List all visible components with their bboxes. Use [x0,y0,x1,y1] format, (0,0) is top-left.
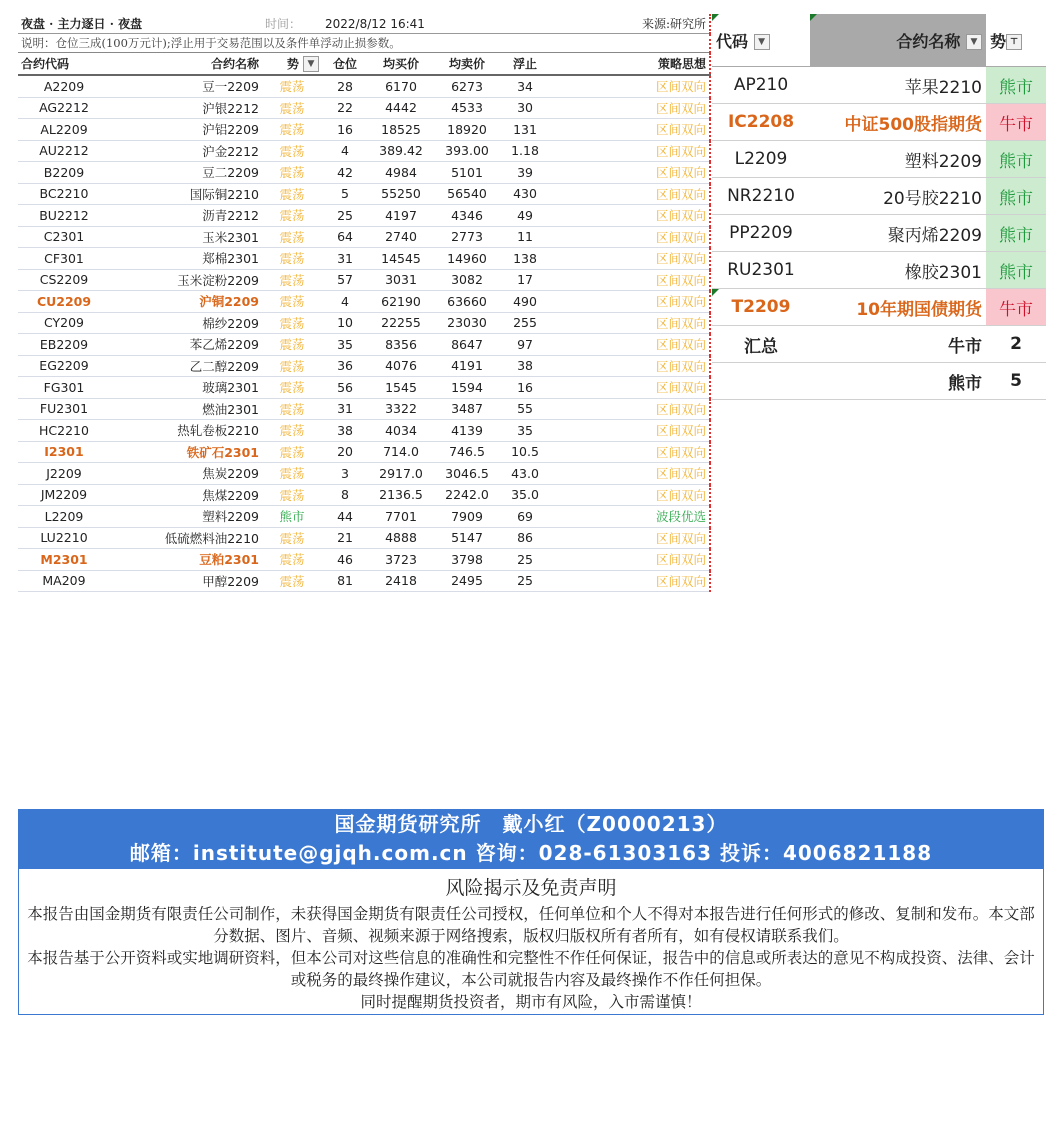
disclaimer-paragraph-3: 同时提醒期货投资者，期市有风险，入市需谨慎！ [360,993,702,1011]
trend-cell: 震荡 [262,119,322,141]
strategy-cell: 区间双向 [550,269,710,291]
float-stop-cell: 16 [500,377,550,399]
table-row [18,334,710,356]
contract-code: LU2210 [18,527,110,549]
table-row [18,377,710,399]
avg-buy-cell: 14545 [368,248,434,270]
contract-code: B2209 [18,162,110,184]
avg-buy-cell: 714.0 [368,441,434,463]
avg-buy-cell: 389.42 [368,140,434,162]
contract-code: HC2210 [18,420,110,442]
contract-code: CY209 [18,312,110,334]
trend-col-name-label: 合约名称 [896,31,961,51]
avg-buy-cell: 4888 [368,527,434,549]
strategy-cell: 区间双向 [550,398,710,420]
dropdown-arrow-icon[interactable]: ▼ [754,34,770,50]
summary-label: 汇总 [712,326,810,363]
contracts-table [18,14,711,592]
trend-cell: 震荡 [262,291,322,313]
author-line: 国金期货研究所 戴小红（Z0000213） [334,812,728,836]
trend-status-badge: 熊市 [986,178,1046,215]
avg-buy-cell: 6170 [368,75,434,97]
contract-name: 沥青2212 [110,205,262,227]
position-cell: 81 [322,570,368,592]
strategy-cell: 区间双向 [550,420,710,442]
col-code: 合约代码 [18,53,110,76]
float-stop-cell: 430 [500,183,550,205]
position-cell: 20 [322,441,368,463]
trend-summary-panel [712,14,1046,400]
contract-code: EB2209 [18,334,110,356]
float-stop-cell: 39 [500,162,550,184]
position-cell: 16 [322,119,368,141]
col-name: 合约名称 [110,53,262,76]
position-cell: 8 [322,484,368,506]
trend-cell: 震荡 [262,205,322,227]
trend-name-cell: 10年期国债期货 [810,289,986,326]
position-cell: 31 [322,248,368,270]
trend-cell: 震荡 [262,248,322,270]
trend-cell: 震荡 [262,527,322,549]
table-row [18,226,710,248]
trend-row [712,141,1046,178]
contact-banner [18,809,1044,869]
dropdown-arrow-icon[interactable]: ▼ [303,56,319,72]
trend-status-badge: 牛市 [986,104,1046,141]
position-cell: 35 [322,334,368,356]
trend-col-code[interactable] [712,14,810,67]
table-row [18,441,710,463]
time-label: 时间： [262,14,322,34]
strategy-cell: 区间双向 [550,484,710,506]
strategy-cell: 区间双向 [550,140,710,162]
contract-code: AU2212 [18,140,110,162]
avg-buy-cell: 2740 [368,226,434,248]
table-row [18,140,710,162]
trend-cell: 震荡 [262,162,322,184]
avg-buy-cell: 55250 [368,183,434,205]
column-header-row [18,53,710,76]
avg-sell-cell: 6273 [434,75,500,97]
trend-row [712,289,1046,326]
contract-name: 沪银2212 [110,97,262,119]
position-cell: 46 [322,549,368,571]
contract-code: I2301 [18,441,110,463]
float-stop-cell: 25 [500,570,550,592]
avg-buy-cell: 4984 [368,162,434,184]
strategy-cell: 区间双向 [550,463,710,485]
avg-buy-cell: 2917.0 [368,463,434,485]
strategy-cell: 区间双向 [550,162,710,184]
avg-sell-cell: 8647 [434,334,500,356]
position-cell: 31 [322,398,368,420]
contract-code: BC2210 [18,183,110,205]
avg-buy-cell: 1545 [368,377,434,399]
time-value: 2022/8/12 16:41 [322,14,434,34]
table-row [18,484,710,506]
contract-code: C2301 [18,226,110,248]
table-row [18,420,710,442]
avg-sell-cell: 4139 [434,420,500,442]
note-text: 说明：仓位三成(100万元计);浮止用于交易范围以及条件单浮动止损参数。 [18,34,710,53]
main-table-panel [18,14,710,592]
position-cell: 44 [322,506,368,528]
avg-sell-cell: 5147 [434,527,500,549]
table-row [18,75,710,97]
trend-cell: 震荡 [262,441,322,463]
position-cell: 21 [322,527,368,549]
strategy-cell: 区间双向 [550,549,710,571]
avg-sell-cell: 63660 [434,291,500,313]
avg-buy-cell: 2136.5 [368,484,434,506]
contract-name: 玉米2301 [110,226,262,248]
trend-cell: 震荡 [262,420,322,442]
contract-code: FG301 [18,377,110,399]
contract-name: 苯乙烯2209 [110,334,262,356]
contract-code: JM2209 [18,484,110,506]
contract-code: FU2301 [18,398,110,420]
avg-buy-cell: 2418 [368,570,434,592]
contract-code: MA209 [18,570,110,592]
float-stop-cell: 69 [500,506,550,528]
position-cell: 10 [322,312,368,334]
avg-buy-cell: 22255 [368,312,434,334]
float-stop-cell: 38 [500,355,550,377]
position-cell: 56 [322,377,368,399]
trend-row [712,178,1046,215]
avg-sell-cell: 14960 [434,248,500,270]
trend-cell: 震荡 [262,570,322,592]
trend-cell: 震荡 [262,463,322,485]
float-stop-cell: 25 [500,549,550,571]
trend-row [712,252,1046,289]
float-stop-cell: 30 [500,97,550,119]
sort-dropdown-icon[interactable]: ▼ [966,34,982,50]
position-cell: 4 [322,140,368,162]
contract-code: CU2209 [18,291,110,313]
report-title: 夜盘 · 主力逐日 · 夜盘 [18,14,262,34]
trend-status-badge: 熊市 [986,67,1046,104]
disclaimer-paragraph-2: 本报告基于公开资料或实地调研资料，但本公司对这些信息的准确性和完整性不作任何保证，报告中的信息或所表达的意见不构成投资、法律、会计或税务的最终操作建议，本公司就报告内容及最终操作不作任何担保。 [27,949,1035,989]
trend-cell: 震荡 [262,398,322,420]
avg-sell-cell: 1594 [434,377,500,399]
trend-cell: 震荡 [262,140,322,162]
position-cell: 22 [322,97,368,119]
trend-row [712,104,1046,141]
position-cell: 4 [322,291,368,313]
strategy-cell: 区间双向 [550,97,710,119]
table-row [18,205,710,227]
avg-sell-cell: 393.00 [434,140,500,162]
strategy-cell: 区间双向 [550,226,710,248]
table-row [18,119,710,141]
col-avg-sell: 均卖价 [434,53,500,76]
contract-name: 沪金2212 [110,140,262,162]
table-row [18,355,710,377]
contract-name: 燃油2301 [110,398,262,420]
contract-name: 豆一2209 [110,75,262,97]
trend-name-cell: 橡胶2301 [810,252,986,289]
strategy-cell: 区间双向 [550,377,710,399]
float-stop-cell: 255 [500,312,550,334]
contract-code: AG2212 [18,97,110,119]
strategy-cell: 区间双向 [550,334,710,356]
table-row [18,269,710,291]
summary-row [712,363,1046,400]
float-stop-cell: 43.0 [500,463,550,485]
trend-cell: 震荡 [262,549,322,571]
trend-name-cell: 中证500股指期货 [810,104,986,141]
table-row [18,97,710,119]
trend-code-cell: AP210 [712,67,810,104]
trend-code-cell: L2209 [712,141,810,178]
trend-col-trend[interactable] [986,14,1046,67]
float-stop-cell: 138 [500,248,550,270]
contract-code: A2209 [18,75,110,97]
disclaimer-paragraph-1: 本报告由国金期货有限责任公司制作，未获得国金期货有限责任公司授权，任何单位和个人不得对本报告进行任何形式的修改、复制和发布。本文部分数据、图片、音频、视频来源于网络搜索，版权归版权所有者所有，如有侵权请联系我们。 [27,905,1035,945]
position-cell: 25 [322,205,368,227]
float-stop-cell: 490 [500,291,550,313]
trend-row [712,215,1046,252]
filter-icon[interactable]: ⊤ [1006,34,1022,50]
trend-code-cell: RU2301 [712,252,810,289]
contract-name: 玉米淀粉2209 [110,269,262,291]
avg-buy-cell: 4442 [368,97,434,119]
contract-name: 沪铝2209 [110,119,262,141]
source-label: 来源:研究所 [434,14,710,34]
trend-header-row [712,14,1046,67]
contract-name: 郑棉2301 [110,248,262,270]
trend-cell: 震荡 [262,226,322,248]
strategy-cell: 区间双向 [550,75,710,97]
avg-sell-cell: 3082 [434,269,500,291]
contract-name: 豆粕2301 [110,549,262,571]
contract-code: L2209 [18,506,110,528]
trend-code-cell: IC2208 [712,104,810,141]
avg-buy-cell: 4197 [368,205,434,227]
contract-code: EG2209 [18,355,110,377]
contract-code: CS2209 [18,269,110,291]
trend-code-cell: NR2210 [712,178,810,215]
strategy-cell: 区间双向 [550,119,710,141]
contract-name: 热轧卷板2210 [110,420,262,442]
strategy-cell: 区间双向 [550,291,710,313]
avg-buy-cell: 4076 [368,355,434,377]
summary-blank [712,363,810,400]
contract-name: 玻璃2301 [110,377,262,399]
contract-name: 铁矿石2301 [110,441,262,463]
trend-cell: 震荡 [262,334,322,356]
avg-sell-cell: 746.5 [434,441,500,463]
avg-sell-cell: 5101 [434,162,500,184]
contact-line: 邮箱：institute@gjqh.com.cn 咨询：028-61303163 投诉：4006821188 [129,841,933,865]
trend-col-trend-label: 势 [990,31,1007,51]
avg-sell-cell: 4191 [434,355,500,377]
avg-sell-cell: 4346 [434,205,500,227]
trend-cell: 震荡 [262,269,322,291]
avg-sell-cell: 3487 [434,398,500,420]
trend-cell: 震荡 [262,355,322,377]
trend-name-cell: 苹果2210 [810,67,986,104]
position-cell: 5 [322,183,368,205]
float-stop-cell: 1.18 [500,140,550,162]
float-stop-cell: 97 [500,334,550,356]
position-cell: 38 [322,420,368,442]
contract-name: 塑料2209 [110,506,262,528]
avg-sell-cell: 3046.5 [434,463,500,485]
trend-cell: 震荡 [262,484,322,506]
contract-code: AL2209 [18,119,110,141]
float-stop-cell: 131 [500,119,550,141]
contract-name: 沪铜2209 [110,291,262,313]
contract-name: 国际铜2210 [110,183,262,205]
trend-status-badge: 熊市 [986,215,1046,252]
float-stop-cell: 11 [500,226,550,248]
avg-sell-cell: 18920 [434,119,500,141]
trend-code-cell: PP2209 [712,215,810,252]
summary-type: 熊市 [810,363,986,400]
float-stop-cell: 86 [500,527,550,549]
avg-sell-cell: 7909 [434,506,500,528]
trend-name-cell: 聚丙烯2209 [810,215,986,252]
table-row [18,463,710,485]
trend-cell: 熊市 [262,506,322,528]
contract-code: BU2212 [18,205,110,227]
trend-col-name[interactable] [810,14,986,67]
avg-sell-cell: 4533 [434,97,500,119]
position-cell: 3 [322,463,368,485]
col-trend[interactable] [262,53,322,76]
position-cell: 57 [322,269,368,291]
float-stop-cell: 49 [500,205,550,227]
table-row [18,312,710,334]
trend-status-badge: 熊市 [986,252,1046,289]
table-row [18,291,710,313]
strategy-cell: 区间双向 [550,570,710,592]
table-row [18,248,710,270]
table-row [18,398,710,420]
contract-name: 焦炭2209 [110,463,262,485]
trend-cell: 震荡 [262,377,322,399]
trend-code-cell: T2209 [712,289,810,326]
contract-name: 甲醇2209 [110,570,262,592]
avg-buy-cell: 7701 [368,506,434,528]
strategy-cell: 区间双向 [550,312,710,334]
header-row [18,14,710,34]
summary-type: 牛市 [810,326,986,363]
trend-cell: 震荡 [262,312,322,334]
trend-table [712,14,1046,400]
col-strategy: 策略思想 [550,53,710,76]
trend-name-cell: 20号胶2210 [810,178,986,215]
trend-row [712,67,1046,104]
contract-name: 焦煤2209 [110,484,262,506]
contract-code: CF301 [18,248,110,270]
col-trend-label: 势 [286,56,299,71]
trend-name-cell: 塑料2209 [810,141,986,178]
avg-buy-cell: 18525 [368,119,434,141]
avg-buy-cell: 3322 [368,398,434,420]
avg-sell-cell: 2242.0 [434,484,500,506]
disclaimer-box [18,869,1044,1015]
avg-sell-cell: 23030 [434,312,500,334]
contract-code: M2301 [18,549,110,571]
float-stop-cell: 35 [500,420,550,442]
float-stop-cell: 34 [500,75,550,97]
table-row [18,506,710,528]
float-stop-cell: 10.5 [500,441,550,463]
avg-sell-cell: 2773 [434,226,500,248]
contract-code: J2209 [18,463,110,485]
avg-sell-cell: 2495 [434,570,500,592]
trend-col-code-label: 代码 [716,31,749,51]
avg-buy-cell: 62190 [368,291,434,313]
table-row [18,183,710,205]
strategy-cell: 区间双向 [550,527,710,549]
avg-sell-cell: 3798 [434,549,500,571]
strategy-cell: 区间双向 [550,355,710,377]
avg-buy-cell: 8356 [368,334,434,356]
strategy-cell: 波段优选 [550,506,710,528]
float-stop-cell: 55 [500,398,550,420]
avg-buy-cell: 3723 [368,549,434,571]
strategy-cell: 区间双向 [550,441,710,463]
contract-name: 低硫燃料油2210 [110,527,262,549]
col-position: 仓位 [322,53,368,76]
position-cell: 28 [322,75,368,97]
summary-count: 5 [986,363,1046,400]
disclaimer-title: 风险揭示及免责声明 [445,877,617,899]
col-avg-buy: 均买价 [368,53,434,76]
strategy-cell: 区间双向 [550,205,710,227]
contract-name: 乙二醇2209 [110,355,262,377]
col-float-stop: 浮止 [500,53,550,76]
trend-status-badge: 熊市 [986,141,1046,178]
strategy-cell: 区间双向 [550,183,710,205]
table-row [18,570,710,592]
table-row [18,527,710,549]
avg-buy-cell: 3031 [368,269,434,291]
note-row [18,34,710,53]
position-cell: 36 [322,355,368,377]
position-cell: 42 [322,162,368,184]
trend-status-badge: 牛市 [986,289,1046,326]
trend-cell: 震荡 [262,183,322,205]
float-stop-cell: 35.0 [500,484,550,506]
contract-name: 棉纱2209 [110,312,262,334]
contract-name: 豆二2209 [110,162,262,184]
trend-cell: 震荡 [262,75,322,97]
summary-row [712,326,1046,363]
position-cell: 64 [322,226,368,248]
strategy-cell: 区间双向 [550,248,710,270]
avg-sell-cell: 56540 [434,183,500,205]
summary-count: 2 [986,326,1046,363]
float-stop-cell: 17 [500,269,550,291]
trend-cell: 震荡 [262,97,322,119]
avg-buy-cell: 4034 [368,420,434,442]
table-row [18,162,710,184]
table-row [18,549,710,571]
